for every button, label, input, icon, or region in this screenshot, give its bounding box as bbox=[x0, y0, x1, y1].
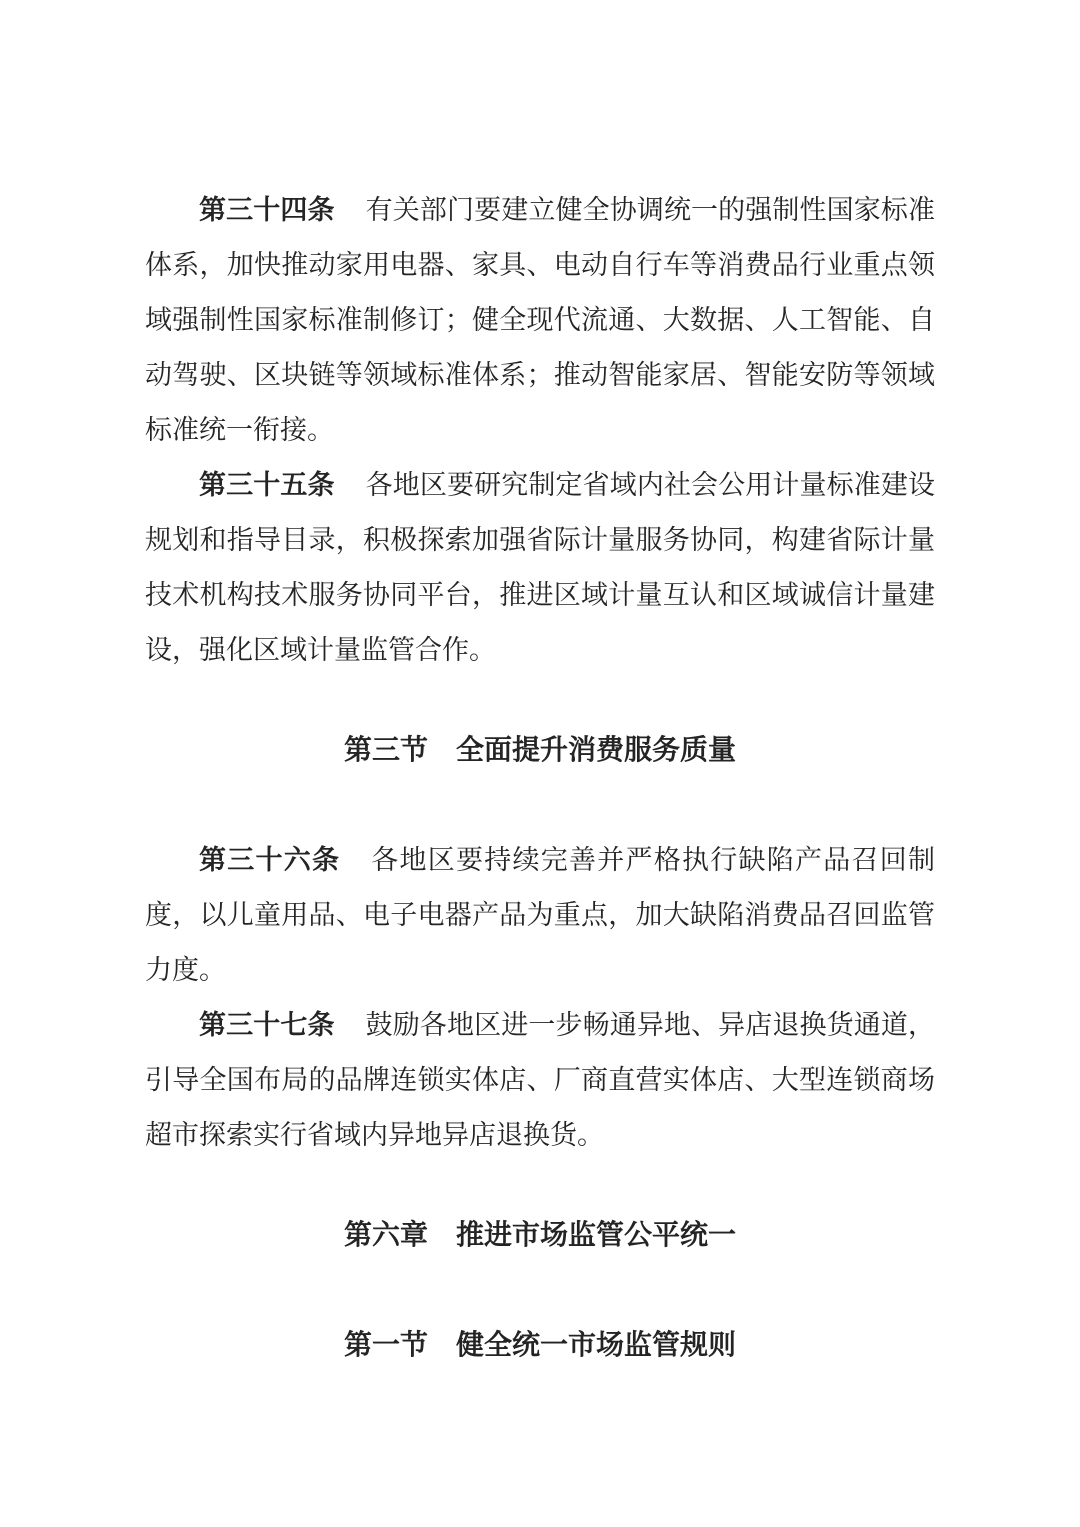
article-34-number: 第三十四条 bbox=[199, 195, 335, 225]
section-1-heading-number: 第一节 bbox=[343, 1330, 428, 1361]
article-34-paragraph bbox=[145, 183, 935, 458]
section-1-heading-title: 健全统一市场监管规则 bbox=[456, 1330, 737, 1361]
article-37-text: 鼓励各地区进一步畅通异地、异店退换货通道，引导全国布局的品牌连锁实体店、厂商直营实体店、大型连锁商场超市探索实行省域内异地异店退换货。 bbox=[145, 1010, 936, 1150]
chapter-6-heading-number: 第六章 bbox=[343, 1220, 428, 1251]
article-37-paragraph bbox=[145, 998, 935, 1163]
article-36-text: 各地区要持续完善并严格执行缺陷产品召回制度，以儿童用品、电子电器产品为重点，加大缺陷消费品召回监管力度。 bbox=[145, 845, 936, 985]
article-35-text: 各地区要研究制定省域内社会公用计量标准建设规划和指导目录，积极探索加强省际计量服务协同，构建省际计量技术机构技术服务协同平台，推进区域计量互认和区域诚信计量建设，强化区域计量监管合作。 bbox=[145, 470, 936, 665]
section-3-heading-number: 第三节 bbox=[343, 735, 428, 766]
chapter-6-heading-title: 推进市场监管公平统一 bbox=[456, 1220, 737, 1251]
article-36-number: 第三十六条 bbox=[199, 845, 341, 875]
chapter-6-heading bbox=[145, 1208, 935, 1263]
section-3-heading bbox=[145, 723, 935, 778]
article-35-number: 第三十五条 bbox=[199, 470, 335, 500]
article-34-text: 有关部门要建立健全协调统一的强制性国家标准体系，加快推动家用电器、家具、电动自行车等消费品行业重点领域强制性国家标准制修订；健全现代流通、大数据、人工智能、自动驾驶、区块链等领域标准体系；推动智能家居、智能安防等领域标准统一衔接。 bbox=[145, 195, 936, 445]
article-37-number: 第三十七条 bbox=[199, 1010, 335, 1040]
section-3-heading-title: 全面提升消费服务质量 bbox=[456, 735, 737, 766]
article-35-paragraph bbox=[145, 458, 935, 678]
article-36-paragraph bbox=[145, 833, 935, 998]
section-1-heading bbox=[145, 1318, 935, 1373]
